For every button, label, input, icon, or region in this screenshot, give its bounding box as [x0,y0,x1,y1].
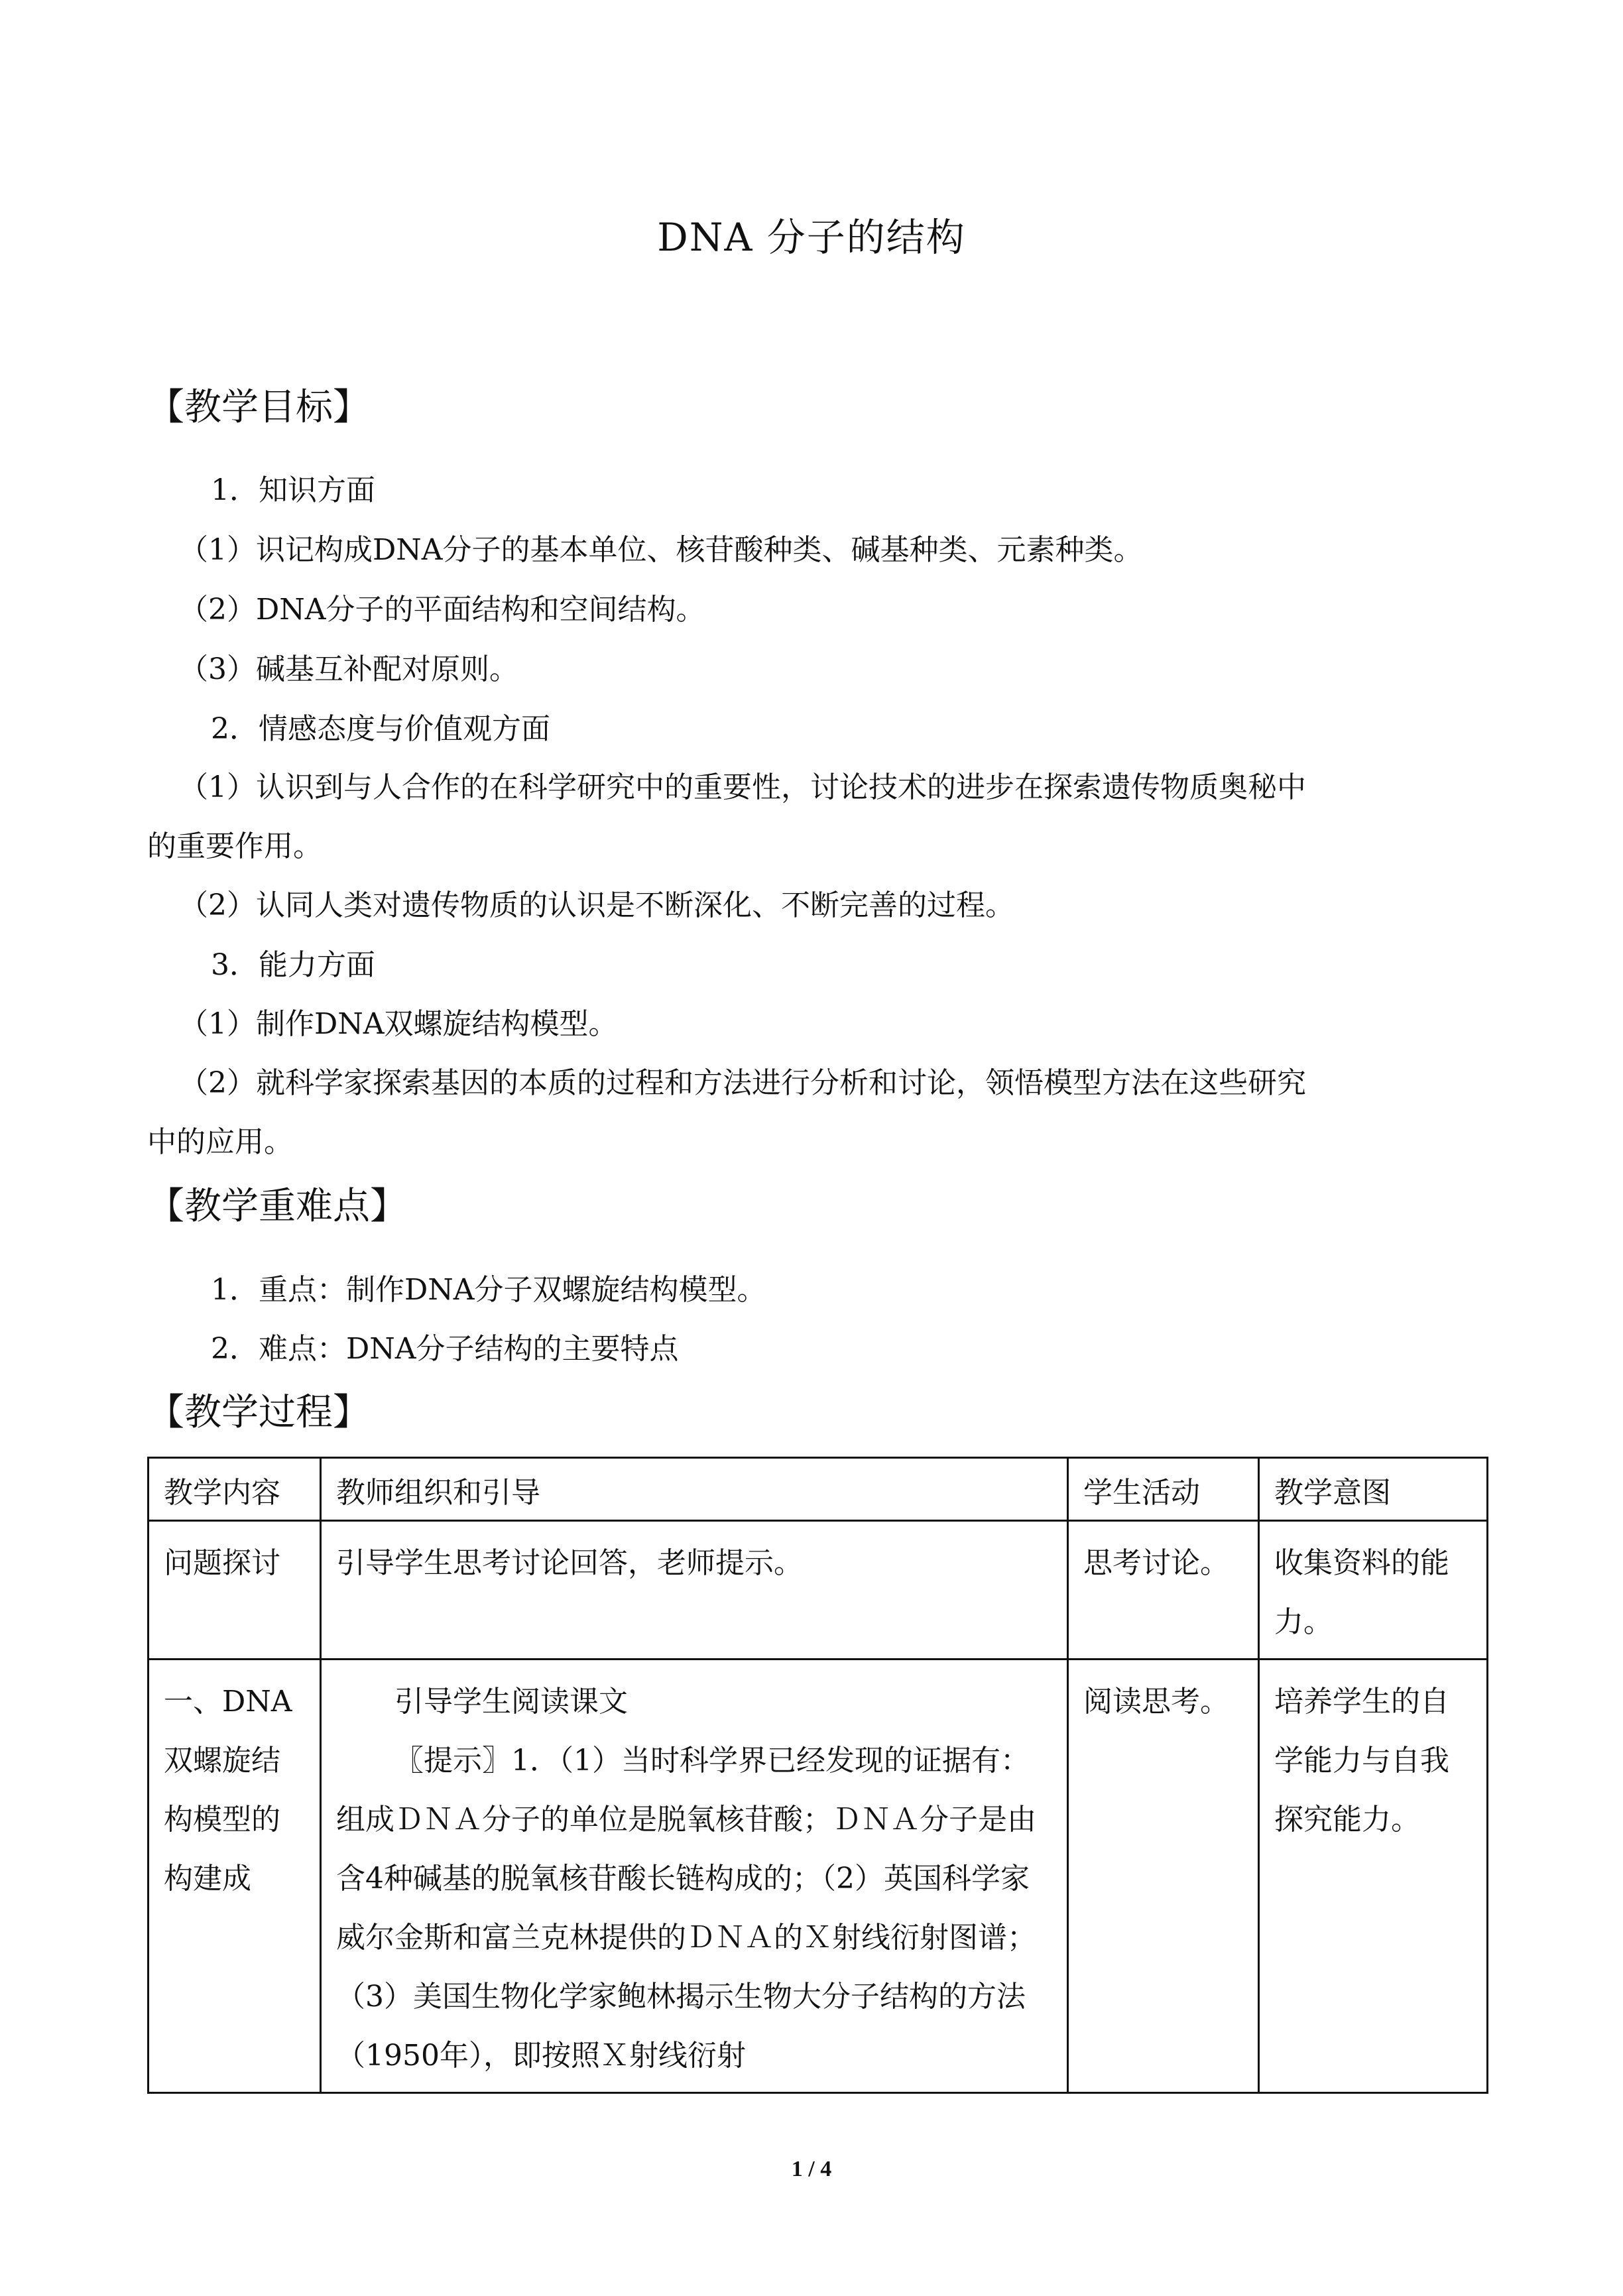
objective-line: 的重要作用。 [147,829,322,863]
objective-line: （2）认同人类对遗传物质的认识是不断深化、不断完善的过程。 [179,888,1014,922]
objective-line: （2）就科学家探索基因的本质的过程和方法进行分析和讨论，领悟模型方法在这些研究 [179,1066,1306,1100]
section-heading-key-points: 【教学重难点】 [147,1185,407,1228]
section-heading-objectives: 【教学目标】 [147,386,370,429]
table-row [149,1521,1488,1660]
table-cell: 阅读思考。 [1068,1660,1259,2093]
objective-line: 中的应用。 [147,1125,293,1159]
key-point-line: 2．难点：DNA分子结构的主要特点 [211,1332,679,1366]
objective-line: 2．情感态度与价值观方面 [211,712,550,746]
table-row [149,1660,1488,2093]
table-header-cell: 教师组织和引导 [321,1458,1068,1521]
table-header-cell: 教学内容 [149,1458,321,1521]
table-cell: 收集资料的能力。 [1259,1521,1488,1660]
table-cell: 问题探讨 [149,1521,321,1660]
table-cell: 引导学生思考讨论回答，老师提示。 [321,1521,1068,1660]
table-cell-guide [321,1660,1068,2093]
objective-line: （1）识记构成DNA分子的基本单位、核苷酸种类、碱基种类、元素种类。 [179,533,1143,567]
teaching-process-table [147,1457,1488,2094]
objective-line: （1）认识到与人合作的在科学研究中的重要性，讨论技术的进步在探索遗传物质奥秘中 [179,770,1306,804]
page-number: 1 / 4 [791,2157,832,2181]
section-heading-process: 【教学过程】 [147,1391,370,1434]
table-header-cell: 教学意图 [1259,1458,1488,1521]
key-point-line: 1．重点：制作DNA分子双螺旋结构模型。 [211,1273,766,1307]
document-title: DNA 分子的结构 [657,215,966,260]
objective-line: （2）DNA分子的平面结构和空间结构。 [179,593,705,627]
objective-line: （1）制作DNA双螺旋结构模型。 [179,1007,618,1041]
guide-paragraph: 引导学生阅读课文 [394,1685,628,1719]
table-cell: 一、DNA双螺旋结构模型的构建成 [149,1660,321,2093]
table-cell: 培养学生的自学能力与自我探究能力。 [1259,1660,1488,2093]
objective-line: 1．知识方面 [211,473,375,507]
table-cell: 思考讨论。 [1068,1521,1259,1660]
table-header-row [149,1458,1488,1521]
objective-line: 3．能力方面 [211,948,375,982]
table-header-cell: 学生活动 [1068,1458,1259,1521]
guide-paragraph: 〖提示〗1．（1）当时科学界已经发现的证据有：组成ＤＮＡ分子的单位是脱氧核苷酸；ＤＮＡ分子是由含4种碱基的脱氧核苷酸长链构成的；（2）英国科学家威尔金斯和富兰克林提供的ＤＮＡ的Ｘ射线衍射图谱；（3）美国生物化学家鲍林揭示生物大分子结构的方法（1950年），即按照Ｘ射线衍射 [336,1744,1036,2073]
objective-line: （3）碱基互补配对原则。 [179,652,518,686]
